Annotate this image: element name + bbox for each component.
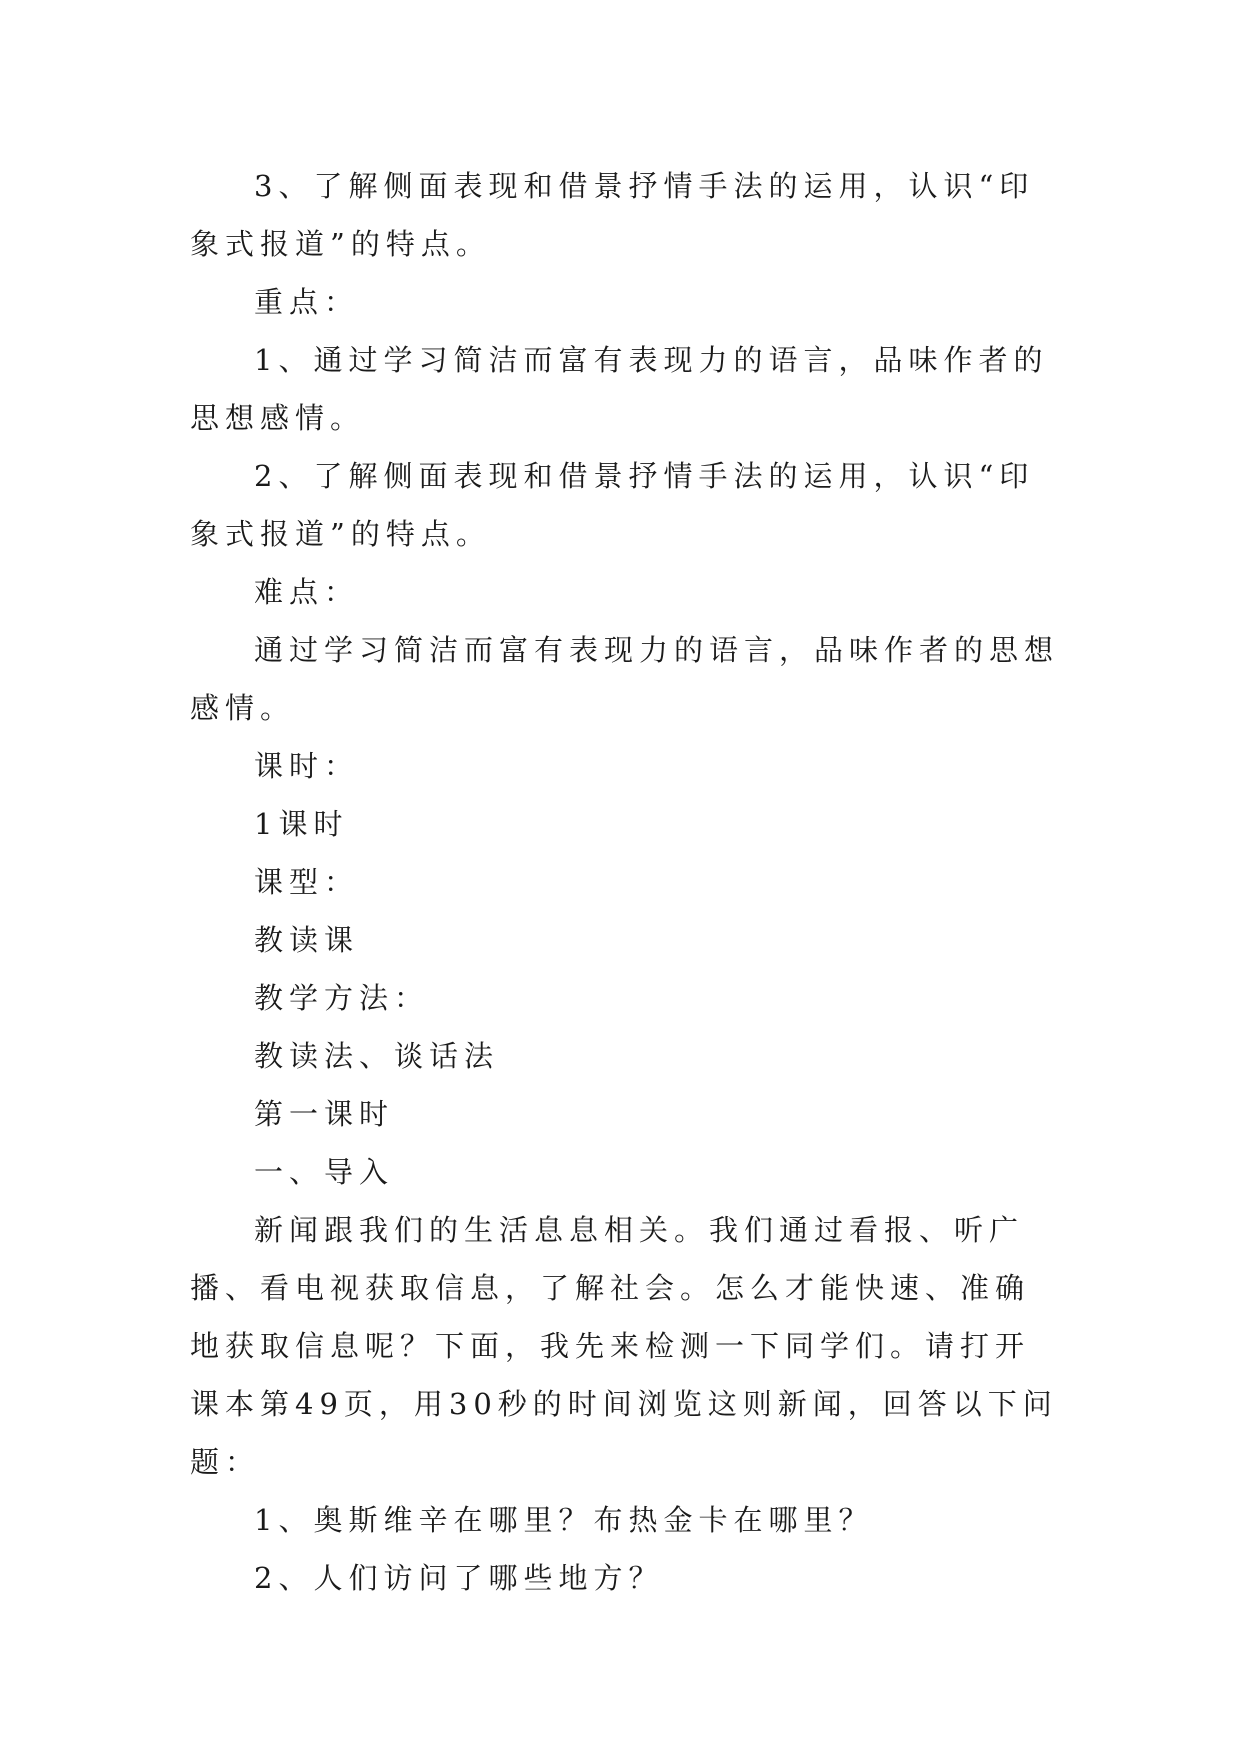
paragraph-key-point-2: 2、了解侧面表现和借景抒情手法的运用，认识“印象式报道”的特点。 bbox=[190, 459, 1035, 551]
question-2: 2、人们访问了哪些地方？ bbox=[254, 1561, 664, 1595]
question-1: 1、奥斯维辛在哪里？布热金卡在哪里？ bbox=[254, 1503, 874, 1537]
heading-teaching-methods: 教学方法： bbox=[254, 981, 430, 1015]
paragraph-teaching-methods: 教读法、谈话法 bbox=[254, 1039, 500, 1073]
heading-difficulties: 难点： bbox=[254, 575, 360, 609]
paragraph-introduction: 新闻跟我们的生活息息相关。我们通过看报、听广播、看电视获取信息，了解社会。怎么才能快速、准确地获取信息呢？下面，我先来检测一下同学们。请打开课本第49页，用30秒的时间浏览这则新闻，回答以下问题： bbox=[190, 1213, 1058, 1479]
heading-introduction: 一、导入 bbox=[254, 1155, 395, 1189]
heading-key-points: 重点： bbox=[254, 285, 360, 319]
heading-lesson-type: 课型： bbox=[254, 865, 360, 899]
document-body bbox=[190, 157, 1060, 1607]
paragraph-lesson-type: 教读课 bbox=[254, 923, 360, 957]
heading-first-lesson: 第一课时 bbox=[254, 1097, 395, 1131]
paragraph-class-hours: 1课时 bbox=[254, 807, 349, 841]
heading-class-hours: 课时： bbox=[254, 749, 360, 783]
paragraph-key-point-1: 1、通过学习简洁而富有表现力的语言，品味作者的思想感情。 bbox=[190, 343, 1049, 435]
paragraph-difficulty: 通过学习简洁而富有表现力的语言，品味作者的思想感情。 bbox=[190, 633, 1060, 725]
paragraph-objective-3: 3、了解侧面表现和借景抒情手法的运用，认识“印象式报道”的特点。 bbox=[190, 169, 1035, 261]
